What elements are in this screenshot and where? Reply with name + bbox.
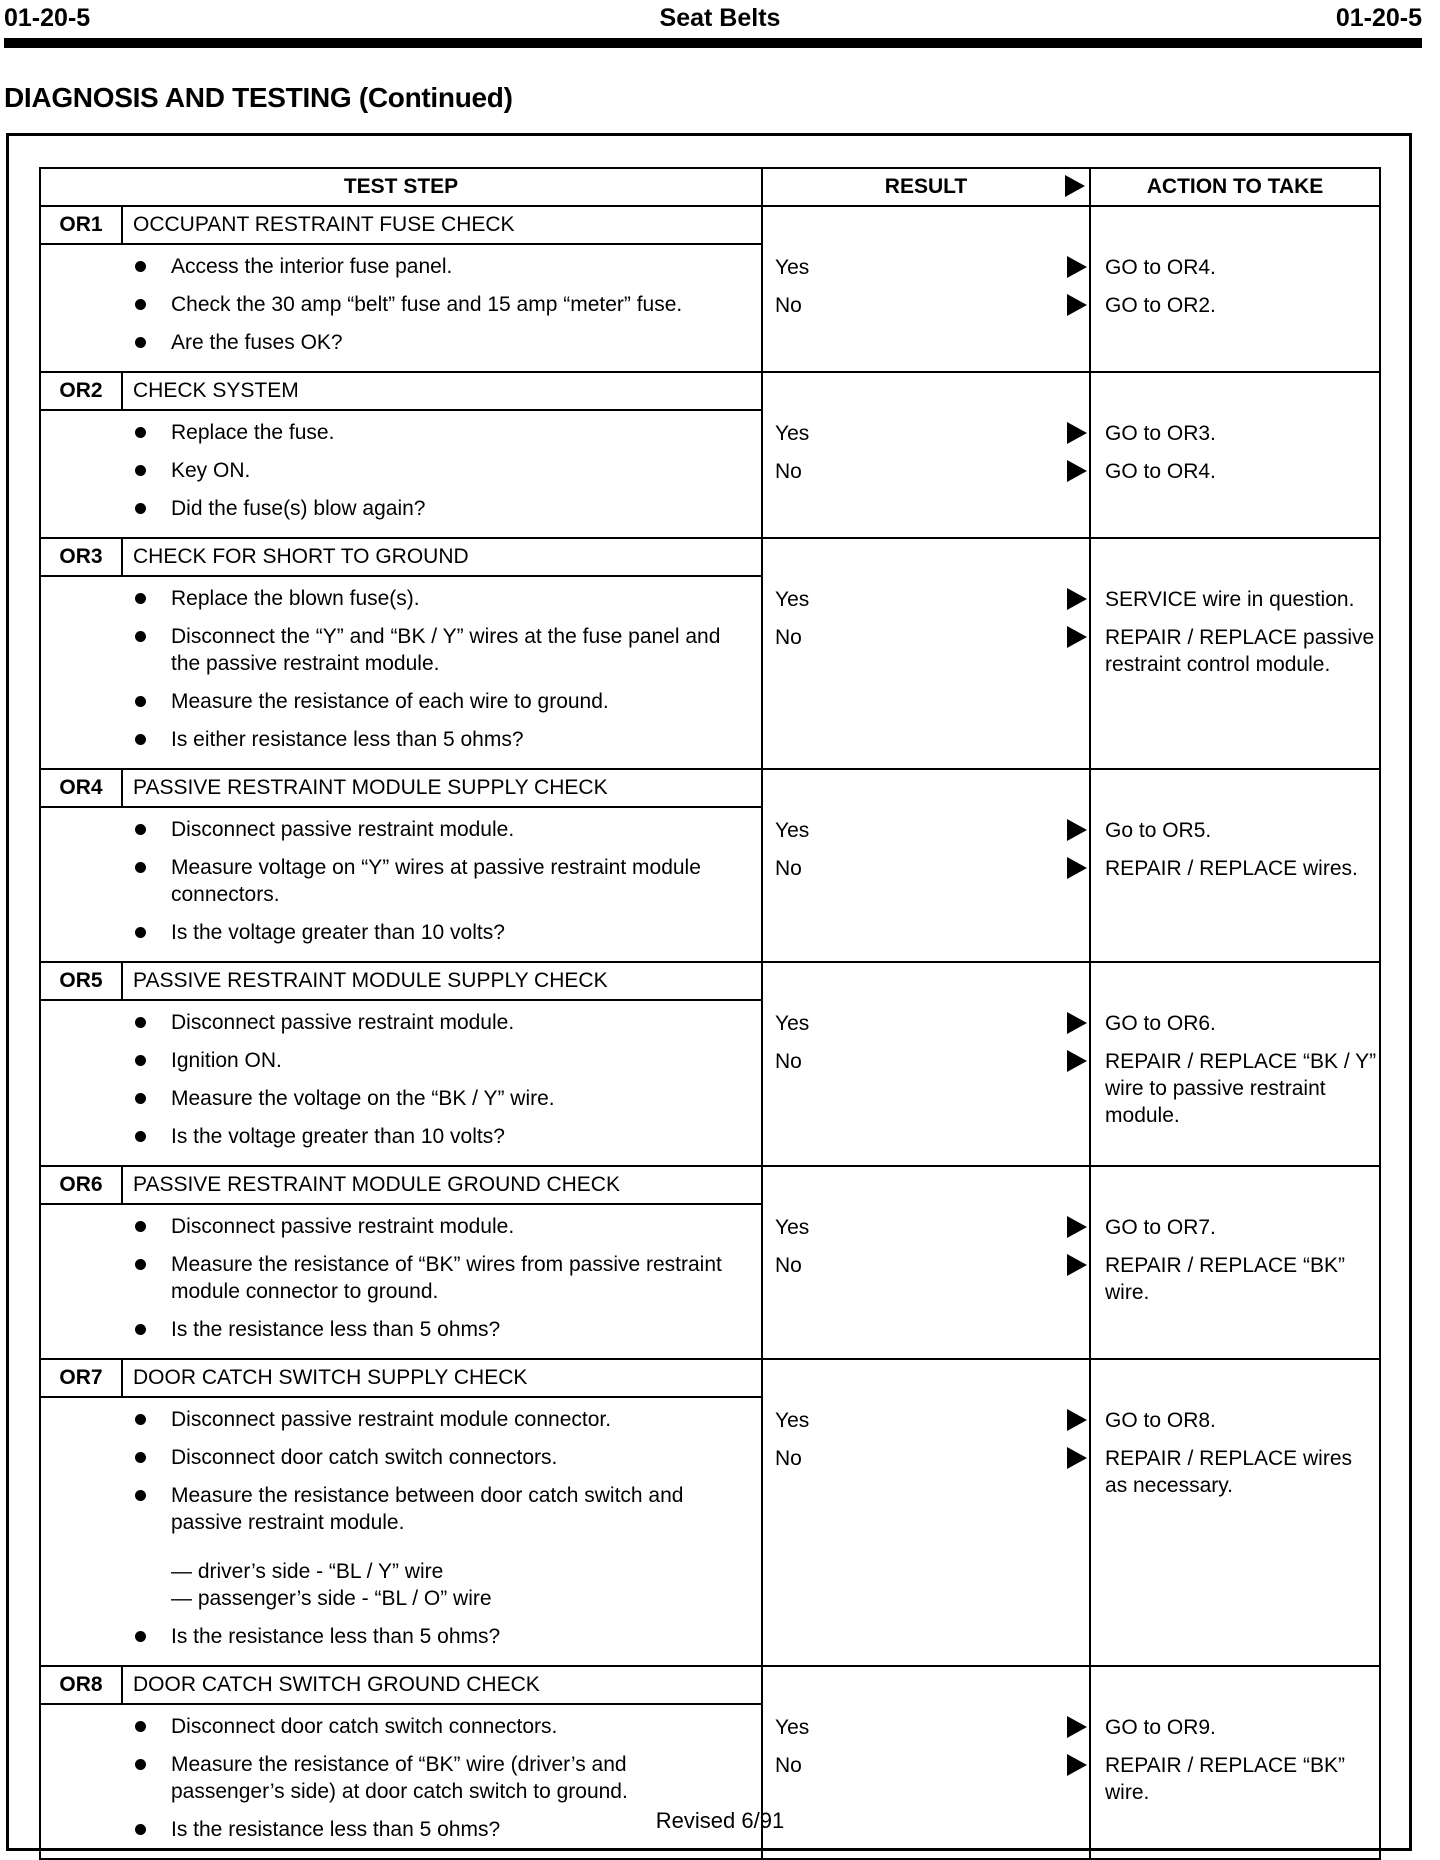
action-item: GO to OR2. bbox=[1105, 294, 1216, 317]
result-cell bbox=[762, 1359, 1090, 1666]
step-title: CHECK FOR SHORT TO GROUND bbox=[122, 538, 762, 576]
result-label: Yes bbox=[775, 819, 810, 842]
action-item: GO to OR6. bbox=[1105, 1012, 1216, 1035]
step-body bbox=[40, 1704, 762, 1859]
result-label: No bbox=[775, 626, 802, 649]
step-bullet-text: Is the voltage greater than 10 volts? bbox=[171, 1125, 505, 1148]
step-bullet bbox=[41, 329, 761, 356]
step-title-row bbox=[40, 1166, 1380, 1204]
page-number-left: 01-20-5 bbox=[4, 4, 91, 32]
arrow-right-icon bbox=[1067, 1447, 1087, 1469]
action-item: GO to OR4. bbox=[1105, 256, 1216, 279]
step-bullet-text: Disconnect passive restraint module. bbox=[171, 818, 515, 841]
section-title: DIAGNOSIS AND TESTING (Continued) bbox=[4, 82, 513, 113]
result-item bbox=[763, 1010, 1089, 1048]
step-body bbox=[40, 1397, 762, 1666]
action-item: GO to OR4. bbox=[1105, 460, 1216, 483]
step-bullet-text: Is the resistance less than 5 ohms? bbox=[171, 1818, 501, 1841]
step-id: OR5 bbox=[40, 962, 122, 1000]
step-bullet bbox=[41, 495, 761, 522]
step-title-row bbox=[40, 962, 1380, 1000]
arrow-right-icon bbox=[1067, 1012, 1087, 1034]
result-header bbox=[762, 168, 1090, 206]
step-bullet-text: Is either resistance less than 5 ohms? bbox=[171, 728, 524, 751]
result-cell bbox=[762, 372, 1090, 538]
step-bullet-text: Disconnect passive restraint module connector. bbox=[171, 1408, 612, 1431]
step-body bbox=[40, 410, 762, 538]
step-bullet-text: Disconnect the “Y” and “BK / Y” wires at the fuse panel and the passive restraint module. bbox=[171, 625, 721, 675]
action-item: Go to OR5. bbox=[1105, 819, 1212, 842]
result-label: No bbox=[775, 294, 802, 317]
table-header-row bbox=[40, 168, 1380, 206]
step-title: PASSIVE RESTRAINT MODULE GROUND CHECK bbox=[122, 1166, 762, 1204]
step-body bbox=[40, 576, 762, 769]
action-header: ACTION TO TAKE bbox=[1090, 168, 1380, 206]
step-bullet-text: Measure the resistance of “BK” wire (driver’s and passenger’s side) at door catch switch to ground. bbox=[171, 1753, 628, 1803]
step-bullet-text: Disconnect passive restraint module. bbox=[171, 1215, 515, 1238]
step-bullet bbox=[41, 585, 761, 612]
arrow-right-icon bbox=[1067, 294, 1087, 316]
result-item bbox=[763, 1714, 1089, 1752]
result-item bbox=[763, 817, 1089, 855]
arrow-right-icon bbox=[1067, 256, 1087, 278]
result-label: Yes bbox=[775, 256, 810, 279]
step-bullet-text: Is the resistance less than 5 ohms? bbox=[171, 1625, 501, 1648]
action-item: GO to OR7. bbox=[1105, 1216, 1216, 1239]
result-cell bbox=[762, 769, 1090, 962]
result-item bbox=[763, 1048, 1089, 1086]
arrow-right-icon bbox=[1067, 1716, 1087, 1738]
step-bullet bbox=[41, 854, 761, 908]
step-bullet-text: Are the fuses OK? bbox=[171, 331, 343, 354]
result-item bbox=[763, 855, 1089, 893]
step-bullet-text: Key ON. bbox=[171, 459, 251, 482]
step-bullet-text: Measure voltage on “Y” wires at passive restraint module connectors. bbox=[171, 856, 701, 906]
table-body bbox=[40, 206, 1380, 1859]
step-bullet-text: Is the resistance less than 5 ohms? bbox=[171, 1318, 501, 1341]
step-bullet bbox=[41, 457, 761, 484]
step-bullet bbox=[41, 1123, 761, 1150]
step-bullet-text: Disconnect door catch switch connectors. bbox=[171, 1715, 558, 1738]
result-item bbox=[763, 586, 1089, 624]
result-label: Yes bbox=[775, 1216, 810, 1239]
step-bullet bbox=[41, 688, 761, 715]
step-id: OR6 bbox=[40, 1166, 122, 1204]
action-item: REPAIR / REPLACE “BK” wire. bbox=[1105, 1754, 1346, 1804]
page-header-title: Seat Belts bbox=[659, 4, 781, 32]
arrow-right-icon bbox=[1065, 175, 1085, 197]
step-id: OR7 bbox=[40, 1359, 122, 1397]
step-sub-item: — passenger’s side - “BL / O” wire bbox=[171, 1587, 492, 1610]
result-cell bbox=[762, 1166, 1090, 1359]
arrow-right-icon bbox=[1067, 819, 1087, 841]
step-bullet-text: Did the fuse(s) blow again? bbox=[171, 497, 426, 520]
step-title: PASSIVE RESTRAINT MODULE SUPPLY CHECK bbox=[122, 962, 762, 1000]
step-title: CHECK SYSTEM bbox=[122, 372, 762, 410]
result-item bbox=[763, 1445, 1089, 1483]
step-bullet bbox=[41, 253, 761, 280]
step-bullet bbox=[41, 623, 761, 677]
result-item bbox=[763, 254, 1089, 292]
result-cell bbox=[762, 538, 1090, 769]
result-item bbox=[763, 1252, 1089, 1290]
result-item bbox=[763, 292, 1089, 330]
step-bullet-text: Replace the blown fuse(s). bbox=[171, 587, 420, 610]
step-bullet bbox=[41, 1482, 761, 1612]
step-title: DOOR CATCH SWITCH GROUND CHECK bbox=[122, 1666, 762, 1704]
action-item: REPAIR / REPLACE passive restraint control module. bbox=[1105, 626, 1375, 676]
step-title-row bbox=[40, 206, 1380, 244]
step-bullet bbox=[41, 816, 761, 843]
step-bullet bbox=[41, 291, 761, 318]
step-title-row bbox=[40, 538, 1380, 576]
action-cell bbox=[1090, 1359, 1380, 1666]
result-label: No bbox=[775, 460, 802, 483]
step-bullet-text: Disconnect passive restraint module. bbox=[171, 1011, 515, 1034]
step-bullet-text: Access the interior fuse panel. bbox=[171, 255, 453, 278]
step-bullet-text: Measure the resistance of each wire to ground. bbox=[171, 690, 609, 713]
step-bullet bbox=[41, 919, 761, 946]
result-label: Yes bbox=[775, 422, 810, 445]
step-bullet bbox=[41, 726, 761, 753]
arrow-right-icon bbox=[1067, 588, 1087, 610]
step-bullet bbox=[41, 1751, 761, 1805]
arrow-right-icon bbox=[1067, 422, 1087, 444]
action-cell bbox=[1090, 206, 1380, 372]
result-header-label: RESULT bbox=[884, 175, 968, 198]
step-bullet bbox=[41, 1009, 761, 1036]
action-item: REPAIR / REPLACE wires as necessary. bbox=[1105, 1447, 1353, 1497]
step-bullet-text: Check the 30 amp “belt” fuse and 15 amp “meter” fuse. bbox=[171, 293, 683, 316]
test-step-header: TEST STEP bbox=[40, 168, 762, 206]
result-label: No bbox=[775, 1754, 802, 1777]
step-id: OR1 bbox=[40, 206, 122, 244]
diagnosis-table bbox=[39, 167, 1381, 1860]
step-id: OR2 bbox=[40, 372, 122, 410]
arrow-right-icon bbox=[1067, 1254, 1087, 1276]
step-id: OR4 bbox=[40, 769, 122, 807]
result-label: No bbox=[775, 1254, 802, 1277]
action-item: REPAIR / REPLACE “BK / Y” wire to passive restraint module. bbox=[1105, 1050, 1377, 1127]
step-bullet bbox=[41, 1251, 761, 1305]
result-label: No bbox=[775, 1447, 802, 1470]
action-cell bbox=[1090, 1166, 1380, 1359]
step-id: OR3 bbox=[40, 538, 122, 576]
action-item: SERVICE wire in question. bbox=[1105, 588, 1355, 611]
page-number-right: 01-20-5 bbox=[1335, 4, 1422, 32]
result-item bbox=[763, 458, 1089, 496]
step-bullet bbox=[41, 1085, 761, 1112]
arrow-right-icon bbox=[1067, 1754, 1087, 1776]
step-body bbox=[40, 1204, 762, 1359]
step-title-row bbox=[40, 372, 1380, 410]
revision-footer: Revised 6/91 bbox=[655, 1808, 785, 1833]
result-item bbox=[763, 1214, 1089, 1252]
result-label: No bbox=[775, 1050, 802, 1073]
action-cell bbox=[1090, 538, 1380, 769]
arrow-right-icon bbox=[1067, 1050, 1087, 1072]
step-title-row bbox=[40, 769, 1380, 807]
result-item bbox=[763, 1407, 1089, 1445]
step-title: DOOR CATCH SWITCH SUPPLY CHECK bbox=[122, 1359, 762, 1397]
step-title: PASSIVE RESTRAINT MODULE SUPPLY CHECK bbox=[122, 769, 762, 807]
arrow-right-icon bbox=[1067, 1409, 1087, 1431]
step-body bbox=[40, 1000, 762, 1166]
result-cell bbox=[762, 206, 1090, 372]
step-body bbox=[40, 807, 762, 962]
action-item: GO to OR9. bbox=[1105, 1716, 1216, 1739]
action-item: REPAIR / REPLACE wires. bbox=[1105, 857, 1358, 880]
arrow-right-icon bbox=[1067, 626, 1087, 648]
result-cell bbox=[762, 962, 1090, 1166]
step-title: OCCUPANT RESTRAINT FUSE CHECK bbox=[122, 206, 762, 244]
result-label: Yes bbox=[775, 1409, 810, 1432]
step-bullet-text: Measure the resistance between door catch switch and passive restraint module. bbox=[171, 1484, 684, 1534]
header-rule bbox=[4, 38, 1422, 48]
action-cell bbox=[1090, 769, 1380, 962]
arrow-right-icon bbox=[1067, 1216, 1087, 1238]
result-label: Yes bbox=[775, 1716, 810, 1739]
step-bullet bbox=[41, 1406, 761, 1433]
step-bullet bbox=[41, 1047, 761, 1074]
action-item: REPAIR / REPLACE “BK” wire. bbox=[1105, 1254, 1346, 1304]
step-bullet bbox=[41, 1213, 761, 1240]
result-item bbox=[763, 1752, 1089, 1790]
action-cell bbox=[1090, 372, 1380, 538]
step-bullet bbox=[41, 1444, 761, 1471]
step-title-row bbox=[40, 1666, 1380, 1704]
step-bullet bbox=[41, 419, 761, 446]
step-bullet-text: Replace the fuse. bbox=[171, 421, 335, 444]
result-label: Yes bbox=[775, 1012, 810, 1035]
step-bullet-text: Measure the voltage on the “BK / Y” wire. bbox=[171, 1087, 555, 1110]
result-label: No bbox=[775, 857, 802, 880]
step-bullet bbox=[41, 1316, 761, 1343]
step-title-row bbox=[40, 1359, 1380, 1397]
result-item bbox=[763, 624, 1089, 662]
action-item: GO to OR3. bbox=[1105, 422, 1216, 445]
action-cell bbox=[1090, 962, 1380, 1166]
step-bullet-text: Disconnect door catch switch connectors. bbox=[171, 1446, 558, 1469]
step-bullet bbox=[41, 1623, 761, 1650]
step-bullet-text: Is the voltage greater than 10 volts? bbox=[171, 921, 505, 944]
step-id: OR8 bbox=[40, 1666, 122, 1704]
step-bullet-text: Measure the resistance of “BK” wires from passive restraint module connector to ground. bbox=[171, 1253, 722, 1303]
step-sub-item: — driver’s side - “BL / Y” wire bbox=[171, 1560, 444, 1583]
arrow-right-icon bbox=[1067, 460, 1087, 482]
arrow-right-icon bbox=[1067, 857, 1087, 879]
result-label: Yes bbox=[775, 588, 810, 611]
step-bullet-text: Ignition ON. bbox=[171, 1049, 282, 1072]
step-bullet bbox=[41, 1713, 761, 1740]
result-item bbox=[763, 420, 1089, 458]
step-body bbox=[40, 244, 762, 372]
action-item: GO to OR8. bbox=[1105, 1409, 1216, 1432]
